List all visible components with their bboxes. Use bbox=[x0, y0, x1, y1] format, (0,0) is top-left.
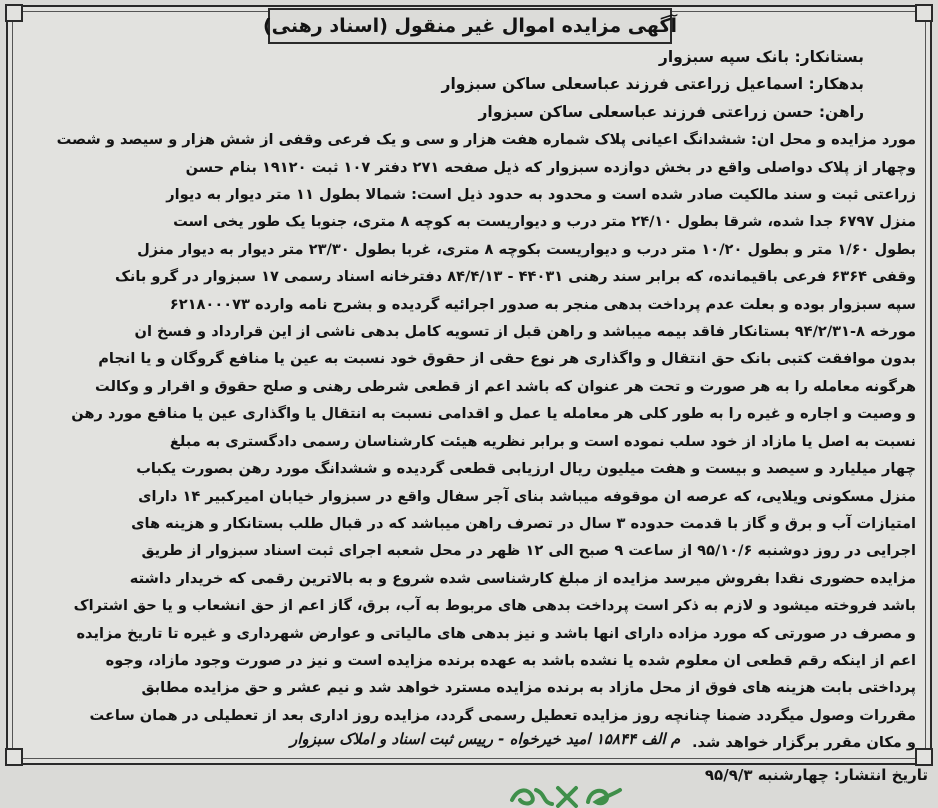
body-line: و وصیت و اجاره و غیره را به طور کلی هر معامله یا عمل و اقدامی نسبت به انتقال یا واگذاری عین یا منافع مورد رهن bbox=[71, 405, 916, 423]
body-line: مورخه ۸-۹۴/۲/۳۱ بستانکار فاقد بیمه میباشد و راهن قبل از تسویه کامل بدهی ناشی از این قرارداد و فسخ ان bbox=[134, 323, 916, 341]
body-line: اجرایی در روز دوشنبه ۹۵/۱۰/۶ از ساعت ۹ صبح الی ۱۲ ظهر در محل شعبه اجرای ثبت اسناد سبزوار از طریق bbox=[141, 542, 916, 560]
body-line: و مصرف در صورتی که مورد مزاده دارای انها باشد و نیز بدهی های مالیاتی و عوارض شهرداری و غیره تا تاریخ مزایده bbox=[76, 624, 916, 642]
body-line: وقفی ۶۳۶۴ فرعی باقیمانده، که برابر سند رهنی ۴۴۰۳۱ - ۸۴/۴/۱۳ دفترخانه اسناد رسمی ۱۷ سبزوار در گرو بانک bbox=[114, 268, 916, 286]
notice-title: آگهی مزایده اموال غیر منقول (اسناد رهنی) bbox=[262, 15, 678, 37]
debtor-line: بدهکار: اسماعیل زراعتی فرزند عباسعلی ساکن سبزوار bbox=[441, 75, 864, 94]
body-line: و مکان مقرر برگزار خواهد شد. bbox=[691, 734, 916, 752]
creditor-line: بستانکار: بانک سپه سبزوار bbox=[658, 48, 864, 66]
body-line: مورد مزایده و محل ان: ششدانگ اعیانی پلاک شماره هفت هزار و سی و یک فرعی وقفی از شش هزار و سیصد و شصت bbox=[56, 131, 916, 149]
body-line: مقررات وصول میگردد ضمنا چنانچه روز مزایده تعطیل رسمی گردد، مزایده روز اداری بعد از تعطیلی در همان ساعت bbox=[89, 706, 916, 724]
corner-ornament-top-right bbox=[915, 4, 933, 22]
body-line: منزل مسکونی ویلایی، که عرصه ان موقوفه میباشد بنای آجر سفال واقع در سبزوار خیابان امیرکبیر ۱۴ دارای bbox=[138, 487, 916, 505]
corner-ornament-bottom-right bbox=[915, 748, 933, 766]
body-line: وچهار از پلاک دواصلی واقع در بخش دوازده سبزوار که ذیل صفحه ۲۷۱ دفتر ۱۰۷ ثبت ۱۹۱۲۰ بنام حسن bbox=[185, 158, 916, 176]
corner-ornament-top-left bbox=[5, 4, 23, 22]
body-line: مزایده حضوری نقدا بفروش میرسد مزایده از مبلغ کارشناسی شده شروع و به بالاترین رقمی که خریدار داشته bbox=[129, 569, 916, 587]
body-line: اعم از اینکه رقم قطعی ان معلوم شده یا نشده باشد به عهده برنده مزایده است و نیز در صورت وجود مازاد، وجوه bbox=[105, 651, 916, 669]
body-line: هرگونه معامله را به هر صورت و تحت هر عنوان که باشد اعم از قطعی شرطی رهنی و صلح حقوق و اقرار و وکالت bbox=[95, 377, 916, 395]
body-line: بطول ۱/۶۰ متر و بطول ۱۰/۲۰ متر درب و دیواریست بکوچه ۸ متری، غربا بطول ۲۳/۳۰ متر دیوار به دیوار منزل bbox=[137, 240, 916, 258]
handwritten-mark bbox=[506, 780, 626, 808]
body-line: منزل ۶۷۹۷ جدا شده، شرقا بطول ۲۴/۱۰ متر درب و دیواریست به کوچه ۸ متری، جنوبا یک طور یخی است bbox=[173, 213, 916, 231]
publication-date: تاریخ انتشار: چهارشنبه ۹۵/۹/۳ bbox=[704, 766, 928, 784]
mortgagor-line: راهن: حسن زراعتی فرزند عباسعلی ساکن سبزوار bbox=[478, 102, 864, 121]
body-line: زراعتی ثبت و سند مالکیت صادر شده است و محدود به حدود ذیل است: شمالا بطول ۱۱ متر دیوار به دیوار bbox=[166, 186, 916, 204]
signature-line: م الف ۱۵۸۴۴ امید خیرخواه - رییس ثبت اسناد و املاک سبزوار bbox=[290, 730, 681, 748]
title-box bbox=[262, 8, 678, 44]
body-line: چهار میلیارد و سیصد و بیست و هفت میلیون ریال ارزیابی قطعی گردیده و ششدانگ مورد رهن بصورت یکباب bbox=[136, 460, 916, 478]
body-line: باشد فروخته میشود و لازم به ذکر است پرداخت بدهی های مربوط به آب، برق، گاز اعم از حق انشعاب و یا حق اشتراک bbox=[73, 597, 916, 615]
body-line: پرداختی بابت هزینه های فوق از محل مازاد به برنده مزایده مسترد خواهد شد و نیم عشر و حق مزایده مطابق bbox=[141, 679, 916, 697]
body-line: بدون موافقت کتبی بانک حق انتقال و واگذاری هر نوع حقی از حقوق خود نسبت به عین یا منافع گروگان و یا انجام bbox=[98, 350, 916, 368]
body-line: نسبت به اصل یا مازاد از خود سلب نموده است و برابر نظریه هیئت کارشناسان رسمی دادگستری به مبلغ bbox=[169, 432, 916, 450]
body-line: سپه سبزوار بوده و بعلت عدم پرداخت بدهی منجر به صدور اجرائیه گردیده و بشرح نامه وارده ۶۲۱۸۰۰۰۷۳ bbox=[169, 295, 916, 313]
body-line: امتیازات آب و برق و گاز با قدمت حدوده ۳ سال در تصرف راهن میباشد که در قبال طلب بستانکار و هزینه های bbox=[131, 514, 916, 532]
notice-body bbox=[14, 44, 916, 757]
